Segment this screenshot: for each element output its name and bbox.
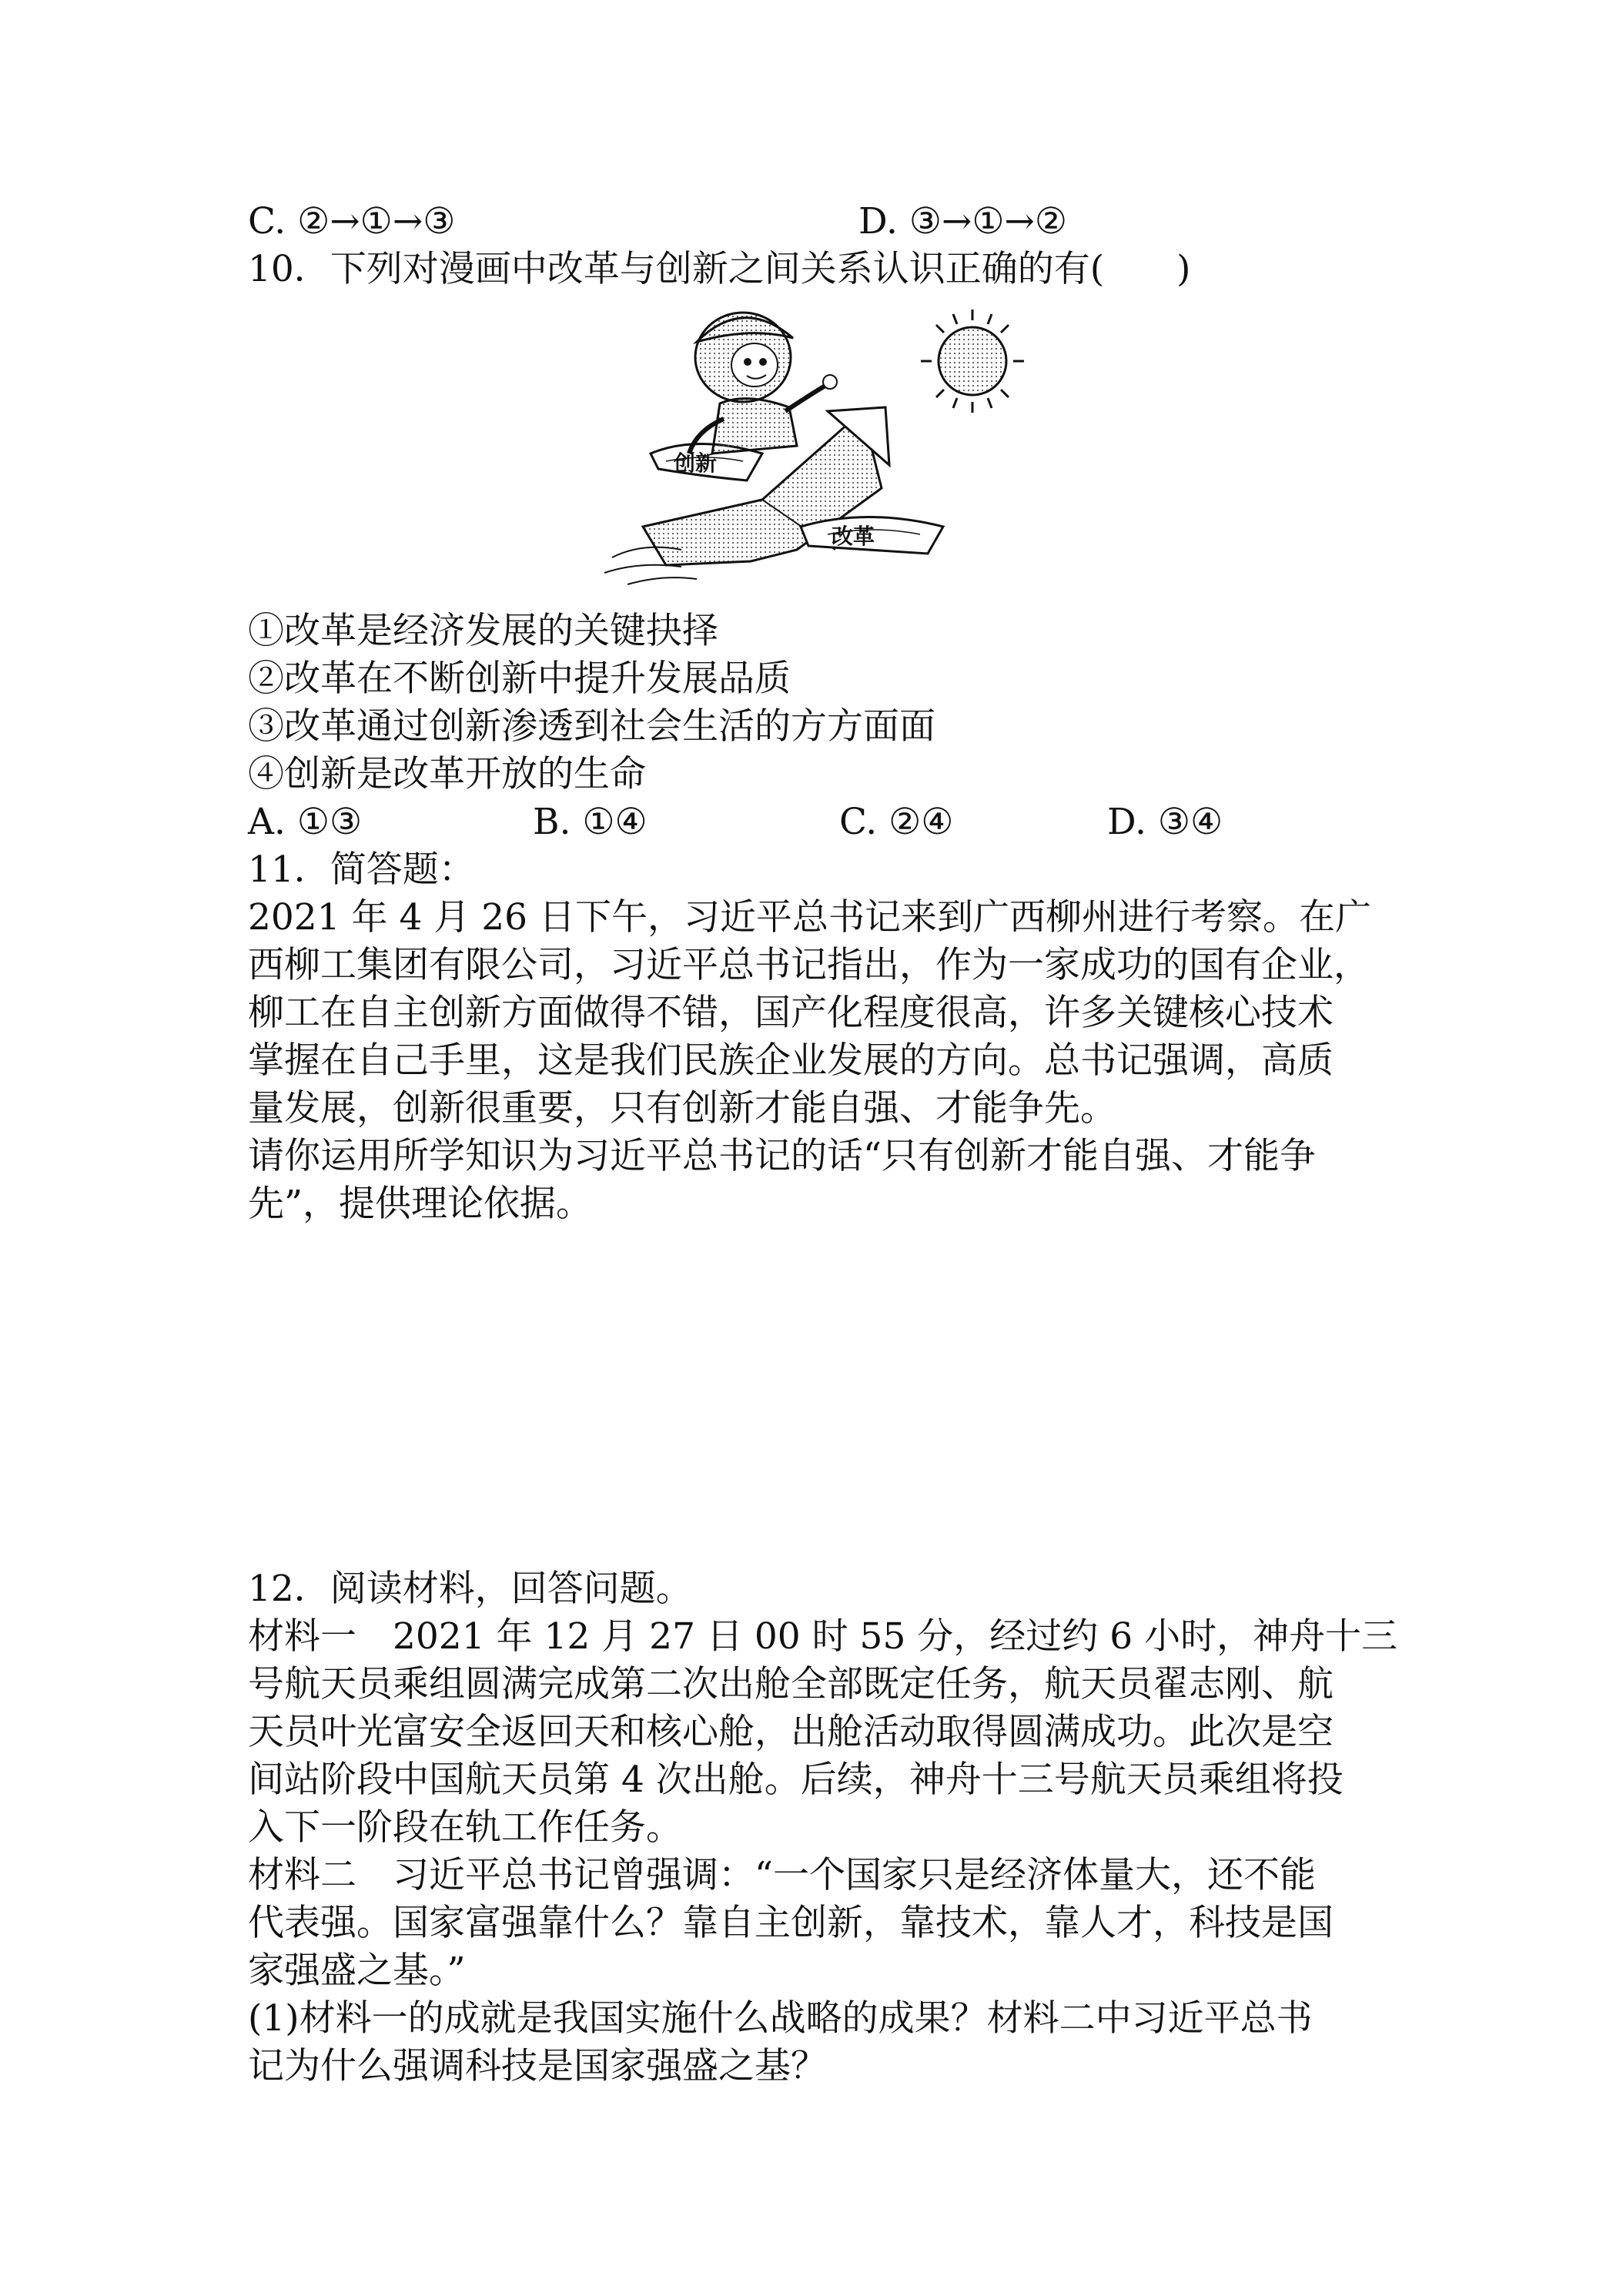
q12-material2-line: 家强盛之基。”: [248, 1950, 466, 1992]
q12-material1-line: 入下一阶段在轨工作任务。: [248, 1806, 682, 1849]
q11-passage-line: 柳工在自主创新方面做得不错，国产化程度很高，许多关键核心技术: [248, 992, 1334, 1034]
q12-material1-line: 号航天员乘组圆满完成第二次出舱全部既定任务，航天员翟志刚、航: [248, 1663, 1334, 1705]
q10-statement-4: ④创新是改革开放的生命: [248, 753, 646, 795]
q12-material1-line: 材料一 2021 年 12 月 27 日 00 时 55 分，经过约 6 小时，神舟十三: [248, 1615, 1398, 1658]
q12-material2-line: 材料二 习近平总书记曾强调：“一个国家只是经济体量大，还不能: [248, 1854, 1317, 1896]
cartoon-illustration: [597, 296, 1028, 588]
q11-passage-line: 掌握在自己手里，这是我们民族企业发展的方向。总书记强调，高质: [248, 1039, 1334, 1082]
q9-option-d: D. ③→①→②: [858, 200, 1068, 243]
q11-question-line: 先”，提供理论依据。: [248, 1183, 593, 1225]
q10-statement-1: ①改革是经济发展的关键抉择: [248, 610, 718, 652]
q12-material1-line: 间站阶段中国航天员第 4 次出舱。后续，神舟十三号航天员乘组将投: [248, 1759, 1344, 1801]
q10-option-c: C. ②④: [839, 801, 954, 843]
q10-cartoon: [597, 296, 1028, 588]
q11-passage-line: 量发展，创新很重要，只有创新才能自强、才能争先。: [248, 1087, 1116, 1130]
q10-option-a: A. ①③: [248, 801, 363, 843]
q10-option-b: B. ①④: [533, 801, 648, 843]
q10-stem: 10．下列对漫画中改革与创新之间关系认识正确的有( ): [248, 248, 1191, 290]
q12-material1-line: 天员叶光富安全返回天和核心舱，出舱活动取得圆满成功。此次是空: [248, 1711, 1334, 1753]
q11-passage-line: 2021 年 4 月 26 日下午，习近平总书记来到广西柳州进行考察。在广: [248, 896, 1372, 939]
q12-heading: 12．阅读材料，回答问题。: [248, 1568, 692, 1610]
label-reform: 改革: [832, 524, 875, 549]
q12-subquestion-line: (1)材料一的成就是我国实施什么战略的成果？材料二中习近平总书: [248, 1997, 1313, 2040]
q11-heading: 11．简答题：: [248, 848, 475, 891]
sun-icon: [921, 310, 1024, 413]
q12-material2-line: 代表强。国家富强靠什么？靠自主创新，靠技术，靠人才，科技是国: [248, 1902, 1334, 1944]
q11-question-line: 请你运用所学知识为习近平总书记的话“只有创新才能自强、才能争: [248, 1135, 1317, 1177]
q10-statement-2: ②改革在不断创新中提升发展品质: [248, 658, 791, 700]
q9-option-c: C. ②→①→③: [248, 200, 456, 243]
q11-passage-line: 西柳工集团有限公司，习近平总书记指出，作为一家成功的国有企业，: [248, 944, 1370, 986]
q12-subquestion-line: 记为什么强调科技是国家强盛之基？: [248, 2045, 827, 2087]
boy-figure: [689, 313, 837, 454]
label-innovation: 创新: [674, 450, 718, 476]
q10-statement-3: ③改革通过创新渗透到社会生活的方方面面: [248, 705, 935, 748]
q10-option-d: D. ③④: [1107, 801, 1223, 843]
